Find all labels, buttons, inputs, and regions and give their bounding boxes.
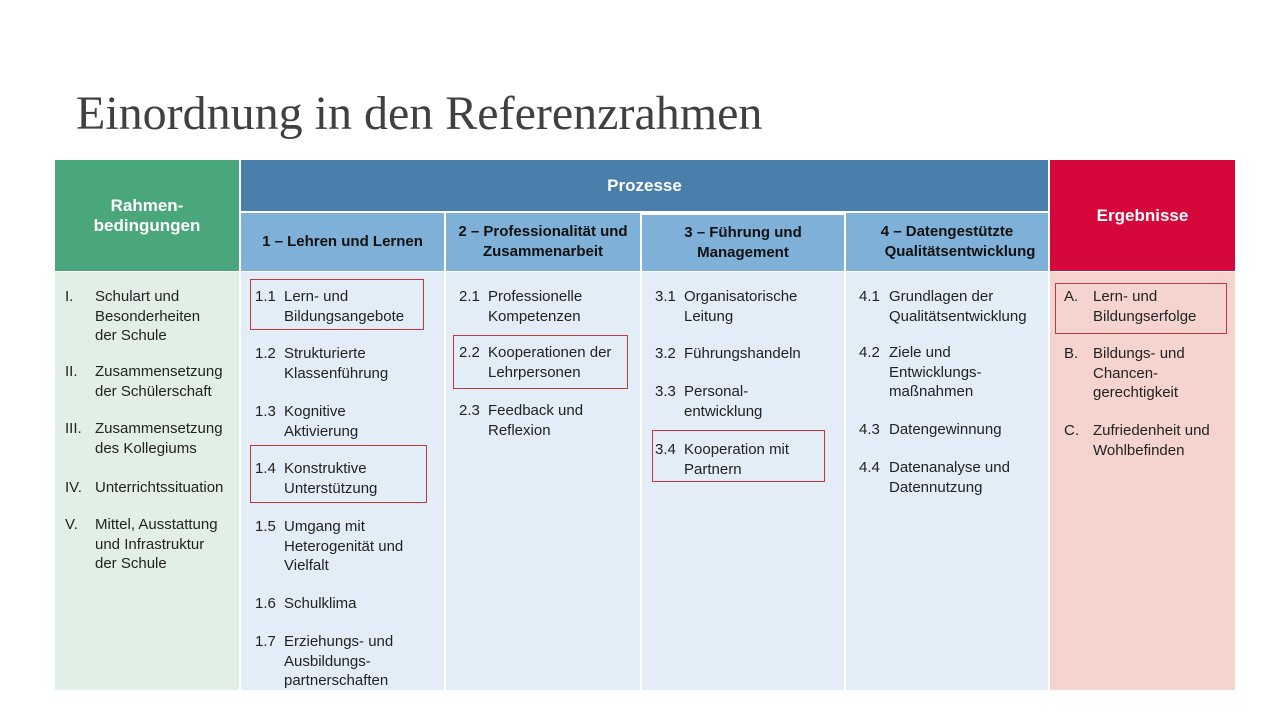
item-line: Zufriedenheit und <box>1093 422 1210 439</box>
column-rahmenbedingungen <box>55 272 239 690</box>
subheader-4-line-1: 4 – Datengestützte <box>880 223 1014 240</box>
item-line: Chancen- <box>1093 364 1159 382</box>
item-number: I. <box>65 288 74 305</box>
item-line: Aktivierung <box>284 422 359 440</box>
column-ergebnisse <box>1050 272 1235 690</box>
item-number: 3.1 <box>655 288 676 305</box>
subheader-fuehrung <box>642 213 844 271</box>
item-line: Qualitätsentwicklung <box>889 307 1027 325</box>
item-line: Entwicklungs- <box>889 363 982 381</box>
subheader-3-line-1: 3 – Führung und <box>684 224 802 241</box>
header-prozesse-label: Prozesse <box>607 175 682 195</box>
item-line: Kooperationen der <box>488 344 612 361</box>
item-line: Bildungserfolge <box>1093 307 1197 325</box>
item-text <box>684 287 797 326</box>
item-line: Organisatorische <box>684 288 798 305</box>
subheader-datengestuetzte <box>846 213 1048 271</box>
item-line: partnerschaften <box>284 672 389 689</box>
item-number: 3.4 <box>655 441 676 458</box>
highlight-box-3-4 <box>652 430 825 482</box>
item-text <box>889 420 1002 440</box>
item-text <box>1093 421 1210 460</box>
item-number: 2.1 <box>459 288 480 305</box>
item-text <box>284 402 358 441</box>
item-text <box>889 458 1010 497</box>
item-line: Konstruktive <box>284 460 367 477</box>
item-text <box>95 478 223 498</box>
item-number: 1.5 <box>255 518 276 535</box>
item-text <box>889 343 982 402</box>
header-rahmen-line-1: Rahmen- <box>110 195 184 215</box>
item-text <box>488 401 583 440</box>
item-line: Datengewinnung <box>889 421 1002 438</box>
item-line: entwicklung <box>684 402 763 420</box>
item-line: Schulart und <box>95 288 180 305</box>
item-line: Unterrichtssituation <box>95 479 224 496</box>
header-rahmen-line-2: bedingungen <box>93 215 201 235</box>
item-number: III. <box>65 420 82 437</box>
item-line: und Infrastruktur <box>95 535 205 553</box>
item-line: Partnern <box>684 460 742 478</box>
highlight-box-a <box>1055 283 1227 334</box>
item-line: Ziele und <box>889 344 951 361</box>
item-line: Führungshandeln <box>684 345 801 362</box>
item-number: 1.7 <box>255 633 276 650</box>
item-line: Mittel, Ausstattung <box>95 516 218 533</box>
item-line: Klassenführung <box>284 364 389 382</box>
item-text <box>284 517 403 576</box>
item-number: 1.1 <box>255 288 276 305</box>
item-text <box>95 362 223 401</box>
item-number: C. <box>1064 422 1079 439</box>
item-text <box>684 344 801 364</box>
item-number: 2.2 <box>459 344 480 361</box>
item-number: 3.3 <box>655 383 676 400</box>
subheader-1-line-1: 1 – Lehren und Lernen <box>262 233 423 250</box>
item-text <box>1093 344 1185 403</box>
item-line: der Schule <box>95 555 167 572</box>
item-number: 1.4 <box>255 460 276 477</box>
subheader-3-line-2: Management <box>697 244 789 261</box>
header-rahmenbedingungen <box>55 160 239 271</box>
item-line: maßnahmen <box>889 383 974 400</box>
item-line: Lehrpersonen <box>488 363 581 381</box>
item-line: Datennutzung <box>889 478 983 496</box>
item-line: Lern- und <box>1093 288 1158 305</box>
item-number: IV. <box>65 479 82 496</box>
page-title: Einordnung in den Referenzrahmen <box>76 87 763 140</box>
item-line: Leitung <box>684 307 734 325</box>
item-line: der Schülerschaft <box>95 382 212 400</box>
item-line: Umgang mit <box>284 518 365 535</box>
item-text <box>889 287 1027 326</box>
item-line: Professionelle <box>488 288 583 305</box>
item-line: Kompetenzen <box>488 307 581 325</box>
item-line: Schulklima <box>284 595 357 612</box>
item-number: 1.3 <box>255 403 276 420</box>
item-line: Strukturierte <box>284 345 366 362</box>
item-line: Bildungsangebote <box>284 307 405 325</box>
subheader-professionalitaet <box>446 213 640 271</box>
item-line: Kooperation mit <box>684 441 790 458</box>
item-line: Datenanalyse und <box>889 459 1010 476</box>
item-text <box>284 594 357 614</box>
item-text <box>95 515 218 574</box>
item-text <box>684 382 762 421</box>
item-number: 2.3 <box>459 402 480 419</box>
item-line: Unterstützung <box>284 479 378 497</box>
item-text <box>284 632 393 691</box>
header-ergebnisse-label: Ergebnisse <box>1096 205 1189 225</box>
item-line: Zusammensetzung <box>95 420 223 437</box>
item-text <box>95 419 223 458</box>
item-number: 1.2 <box>255 345 276 362</box>
item-line: Wohlbefinden <box>1093 441 1185 459</box>
item-number: B. <box>1064 345 1079 362</box>
item-text <box>284 344 388 383</box>
subheader-4-line-2: Qualitätsentwicklung <box>884 243 1036 260</box>
item-line: des Kollegiums <box>95 439 197 457</box>
item-line: Heterogenität und <box>284 537 404 555</box>
item-line: Besonderheiten <box>95 307 201 325</box>
header-prozesse <box>241 160 1048 211</box>
item-line: Lern- und <box>284 288 349 305</box>
highlight-box-1-4 <box>250 445 427 503</box>
item-line: Kognitive <box>284 403 346 420</box>
item-line: der Schule <box>95 327 167 344</box>
item-line: Vielfalt <box>284 557 329 574</box>
item-line: Erziehungs- und <box>284 633 394 650</box>
item-line: gerechtigkeit <box>1093 384 1179 401</box>
item-number: 4.2 <box>859 344 880 361</box>
item-number: 3.2 <box>655 345 676 362</box>
column-datengestuetzte <box>846 272 1048 690</box>
item-line: Zusammensetzung <box>95 363 223 380</box>
item-line: Grundlagen der <box>889 288 994 305</box>
subheader-2-line-1: 2 – Professionalität und <box>458 223 628 240</box>
item-text <box>488 287 582 326</box>
item-line: Reflexion <box>488 421 551 439</box>
header-ergebnisse <box>1050 160 1235 271</box>
item-number: 4.3 <box>859 421 880 438</box>
item-number: 1.6 <box>255 595 276 612</box>
item-number: 4.1 <box>859 288 880 305</box>
subheader-lehren-lernen <box>241 213 444 271</box>
item-line: Feedback und <box>488 402 584 419</box>
highlight-box-1-1 <box>250 279 424 330</box>
item-text <box>95 287 200 346</box>
subheader-2-line-2: Zusammenarbeit <box>482 243 604 260</box>
item-line: Personal- <box>684 383 749 400</box>
item-number: V. <box>65 516 78 533</box>
item-number: II. <box>65 363 78 380</box>
item-line: Ausbildungs- <box>284 652 371 670</box>
highlight-box-2-2 <box>453 335 628 389</box>
item-number: A. <box>1064 288 1079 305</box>
item-number: 4.4 <box>859 459 880 476</box>
item-line: Bildungs- und <box>1093 345 1185 362</box>
